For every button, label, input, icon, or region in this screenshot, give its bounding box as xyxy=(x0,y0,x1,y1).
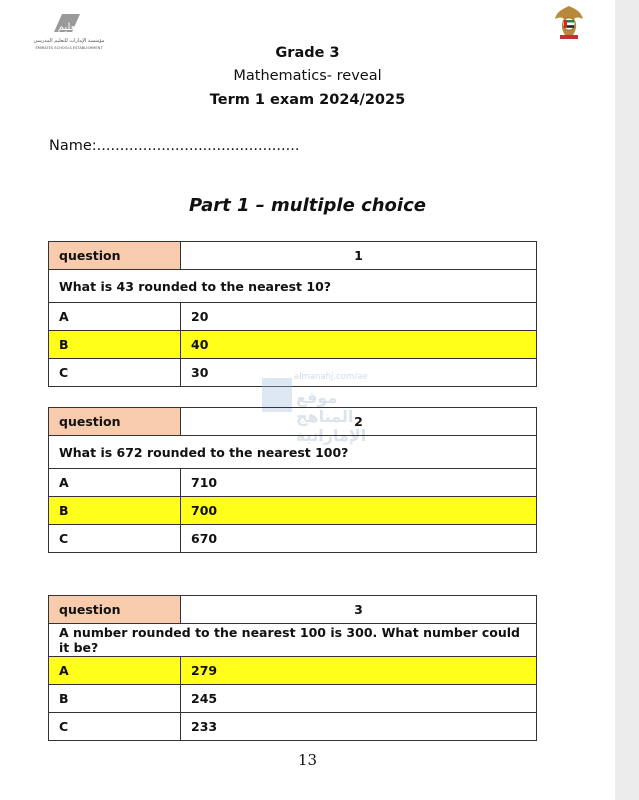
option-value: 30 xyxy=(181,359,537,387)
option-value: 670 xyxy=(181,525,537,553)
option-value: 245 xyxy=(181,685,537,713)
option-letter: B xyxy=(49,497,181,525)
option-row-c xyxy=(49,525,537,553)
question-text: What is 43 rounded to the nearest 10? xyxy=(49,270,537,303)
question-number: 1 xyxy=(181,242,537,270)
option-row-a xyxy=(49,469,537,497)
option-value: 700 xyxy=(181,497,537,525)
option-value: 233 xyxy=(181,713,537,741)
page-edge-strip xyxy=(615,0,639,800)
part-title: Part 1 – multiple choice xyxy=(189,195,426,216)
option-row-b xyxy=(49,685,537,713)
option-letter: C xyxy=(49,713,181,741)
uae-emblem-icon xyxy=(553,5,585,41)
option-letter: C xyxy=(49,359,181,387)
question-number: 2 xyxy=(181,408,537,436)
option-value: 40 xyxy=(181,331,537,359)
grade-title: Grade 3 xyxy=(275,45,340,61)
option-letter: A xyxy=(49,469,181,497)
option-row-b-correct xyxy=(49,497,537,525)
question-text-row xyxy=(49,624,537,657)
question-text: A number rounded to the nearest 100 is 300. What number could it be? xyxy=(49,624,537,657)
question-text: What is 672 rounded to the nearest 100? xyxy=(49,436,537,469)
option-letter: A xyxy=(49,303,181,331)
option-value: 279 xyxy=(181,657,537,685)
question-number: 3 xyxy=(181,596,537,624)
option-letter: B xyxy=(49,331,181,359)
subject-title: Mathematics- reveal xyxy=(233,68,382,84)
term-title: Term 1 exam 2024/2025 xyxy=(209,92,406,108)
watermark-arabic: موقع المناهج الإماراتية xyxy=(296,388,367,445)
question-label: question xyxy=(49,242,181,270)
question-header-row xyxy=(49,408,537,436)
question-header-row xyxy=(49,596,537,624)
option-row-a xyxy=(49,303,537,331)
page-number: 13 xyxy=(297,751,318,769)
logo-arabic-mark: تعليم xyxy=(57,22,79,33)
name-field-label: Name:............................................ xyxy=(49,138,300,154)
question-text-row xyxy=(49,436,537,469)
option-letter: B xyxy=(49,685,181,713)
question-text-row xyxy=(49,270,537,303)
option-row-c xyxy=(49,359,537,387)
logo-arabic-org: مؤسسة الإمارات للتعليم المدرسي xyxy=(33,38,105,44)
option-value: 20 xyxy=(181,303,537,331)
question-table-1 xyxy=(48,241,537,387)
question-table-3 xyxy=(48,595,537,741)
option-row-b-correct xyxy=(49,331,537,359)
watermark-url: almanahj.com/ae xyxy=(294,372,368,382)
question-header-row xyxy=(49,242,537,270)
logo-english-org: EMIRATES SCHOOLS ESTABLISHMENT xyxy=(35,46,103,50)
option-row-a-correct xyxy=(49,657,537,685)
question-label: question xyxy=(49,596,181,624)
option-letter: A xyxy=(49,657,181,685)
question-label: question xyxy=(49,408,181,436)
option-row-c xyxy=(49,713,537,741)
option-value: 710 xyxy=(181,469,537,497)
question-table-2 xyxy=(48,407,537,553)
option-letter: C xyxy=(49,525,181,553)
